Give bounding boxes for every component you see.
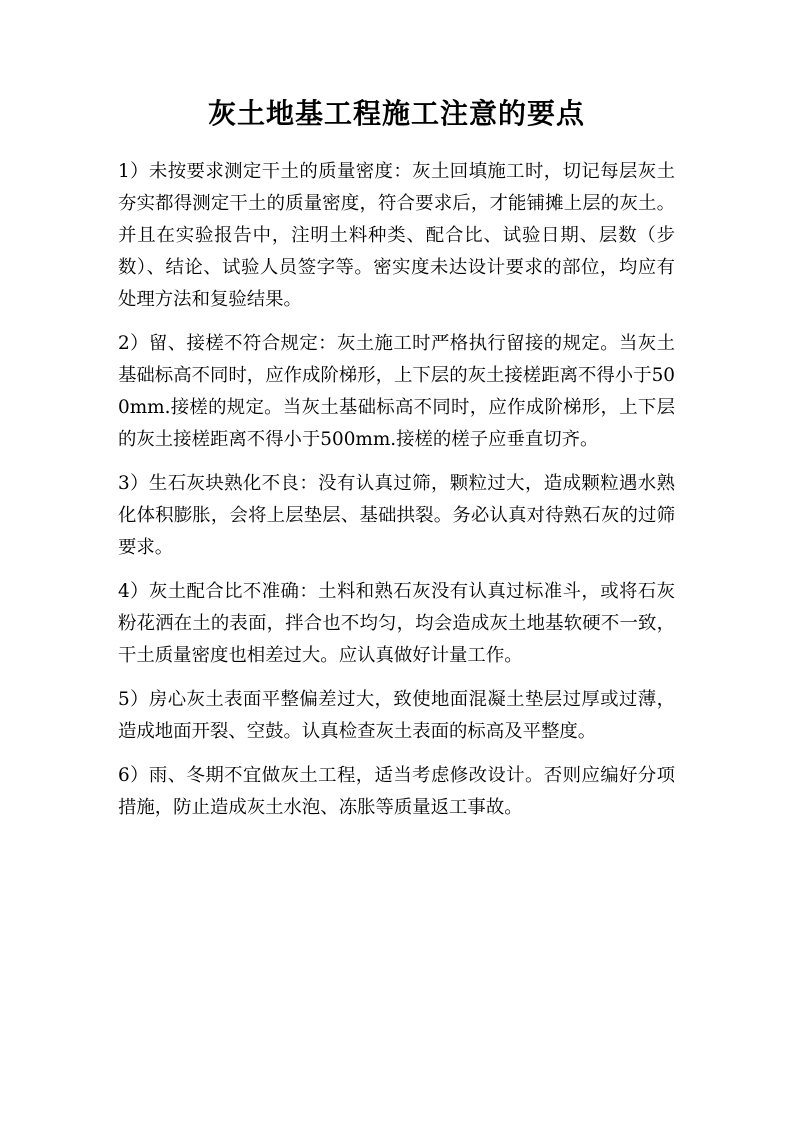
paragraph-2: 2）留、接槎不符合规定：灰土施工时严格执行留接的规定。当灰土基础标高不同时，应作成阶梯形，上下层的灰土接槎距离不得小于500mm.接槎的规定。当灰土基础标高不同时，应作成阶梯形，上下层的灰土接槎距离不得小于500mm.接槎的槎子应垂直切齐。 xyxy=(118,333,675,450)
document-body xyxy=(118,156,675,824)
paragraph-1: 1）未按要求测定干土的质量密度：灰土回填施工时，切记每层灰土夯实都得测定干土的质量密度，符合要求后，才能铺摊上层的灰土。并且在实验报告中，注明土料种类、配合比、试验日期、层数（步数）、结论、试验人员签字等。密实度未达设计要求的部位，均应有处理方法和复验结果。 xyxy=(118,161,675,310)
paragraph-4: 4）灰土配合比不准确：土料和熟石灰没有认真过标准斗，或将石灰粉花洒在土的表面，拌合也不均匀，均会造成灰土地基软硬不一致，干土质量密度也相差过大。应认真做好计量工作。 xyxy=(118,581,675,666)
document-title: 灰土地基工程施工注意的要点 xyxy=(207,97,585,130)
paragraph-5: 5）房心灰土表面平整偏差过大，致使地面混凝土垫层过厚或过薄，造成地面开裂、空鼓。认真检查灰土表面的标高及平整度。 xyxy=(118,689,675,742)
paragraph-6: 6）雨、冬期不宜做灰土工程，适当考虑修改设计。否则应编好分项措施，防止造成灰土水泡、冻胀等质量返工事故。 xyxy=(118,765,675,818)
paragraph-3: 3）生石灰块熟化不良：没有认真过筛，颗粒过大，造成颗粒遇水熟化体积膨胀，会将上层垫层、基础拱裂。务必认真对待熟石灰的过筛要求。 xyxy=(118,473,675,558)
